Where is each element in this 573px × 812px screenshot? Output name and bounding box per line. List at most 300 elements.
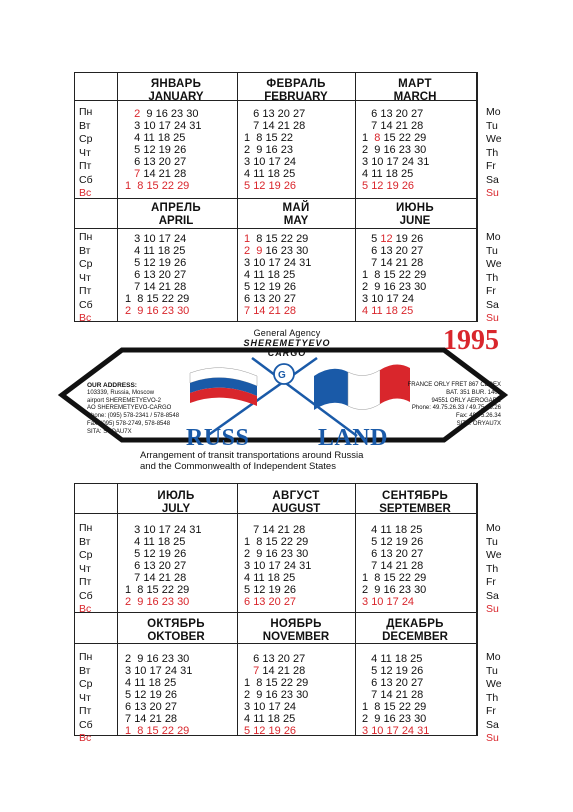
day-number: 7 [253, 524, 260, 536]
day-number: 15 [146, 180, 159, 192]
day-number: 17 [158, 233, 171, 245]
weekday-label: Sa [486, 589, 499, 602]
week-row [125, 584, 202, 596]
week-row [362, 665, 429, 677]
week-row [362, 281, 426, 293]
day-number: 16 [146, 305, 159, 317]
day-number: 15 [146, 725, 159, 737]
day-number: 25 [410, 653, 423, 665]
week-row [125, 689, 192, 701]
month-name-ru: АПРЕЛЬ [151, 202, 201, 214]
day-number: 9 [137, 596, 144, 608]
month-name-en: APRIL [158, 215, 194, 227]
day-number: 27 [173, 269, 187, 281]
day-number: 27 [410, 245, 424, 257]
day-number: 10 [371, 596, 384, 608]
month-header [237, 618, 355, 644]
month-name-ru: ФЕВРАЛЬ [266, 78, 326, 90]
day-number: 22 [280, 536, 293, 548]
weekday-label: Su [486, 603, 499, 615]
day-number: 8 [374, 269, 381, 281]
day-number: 9 [256, 548, 263, 560]
day-number: 4 [244, 269, 251, 281]
day-number: 27 [292, 108, 306, 120]
day-number: 31 [417, 156, 430, 168]
weekday-label: Сб [79, 298, 93, 311]
month-name-en: JUNE [399, 215, 431, 227]
day-number: 24 [401, 596, 415, 608]
month-name-en: JULY [161, 503, 191, 515]
weekday-label: We [486, 549, 502, 561]
week-row [125, 536, 202, 548]
weekday-label: Пн [79, 522, 93, 534]
day-number: 3 [362, 156, 369, 168]
day-number: 21 [277, 120, 290, 132]
day-number: 23 [280, 245, 293, 257]
day-number: 29 [414, 701, 427, 713]
weekday-label: Mo [486, 522, 501, 534]
day-number: 30 [177, 305, 190, 317]
day-number: 28 [410, 560, 424, 572]
day-number: 16 [383, 584, 396, 596]
day-number: 16 [383, 713, 396, 725]
month-days [362, 524, 426, 608]
week-row [125, 677, 192, 689]
day-number: 3 [244, 156, 251, 168]
day-number: 11 [380, 524, 392, 536]
day-number: 15 [383, 572, 396, 584]
weekday-column-ru [79, 522, 93, 617]
day-number: 26 [283, 180, 297, 192]
day-number: 19 [395, 665, 408, 677]
day-number: 1 [244, 132, 251, 144]
day-number: 3 [134, 524, 141, 536]
day-number: 19 [158, 144, 171, 156]
weekday-label: Fr [486, 576, 496, 588]
day-number: 11 [253, 572, 265, 584]
address-line: FRANCE ORLY FRET 867 CEDEX [407, 382, 501, 388]
day-number: 13 [380, 245, 393, 257]
day-number: 22 [161, 293, 174, 305]
day-number: 27 [410, 677, 424, 689]
day-number: 9 [374, 144, 381, 156]
month-header [237, 202, 355, 228]
day-number: 17 [268, 701, 281, 713]
day-number: 24 [173, 524, 187, 536]
day-number: 28 [410, 689, 424, 701]
day-number: 25 [173, 245, 186, 257]
day-number: 18 [267, 269, 280, 281]
day-number: 14 [262, 120, 275, 132]
weekday-label: Чт [79, 271, 91, 284]
day-number: 6 [134, 156, 141, 168]
day-number: 12 [371, 180, 384, 192]
day-number: 18 [394, 524, 408, 536]
day-number: 30 [296, 245, 309, 257]
weekday-label: Sa [486, 718, 499, 731]
day-number: 8 [374, 572, 381, 584]
month-days [244, 233, 311, 317]
day-number: 5 [134, 257, 141, 269]
day-number: 19 [268, 584, 281, 596]
weekday-label: Th [486, 146, 499, 159]
day-number: 12 [380, 665, 393, 677]
divider [117, 73, 118, 321]
day-number: 18 [267, 713, 280, 725]
day-number: 29 [414, 269, 427, 281]
day-number: 25 [173, 536, 186, 548]
day-number: 18 [394, 653, 408, 665]
day-number: 17 [386, 596, 399, 608]
divider [75, 612, 477, 613]
month-name-en: FEBRUARY [264, 91, 328, 103]
weekday-label: Пн [79, 106, 93, 118]
week-row [125, 120, 202, 132]
weekday-label: Su [486, 732, 499, 744]
divider [75, 228, 477, 229]
day-number: 29 [296, 536, 309, 548]
day-number: 30 [414, 281, 427, 293]
week-row [244, 108, 305, 120]
week-row [125, 245, 189, 257]
day-number: 30 [177, 596, 190, 608]
caption-line: Arrangement of transit transportations around Russia [140, 450, 364, 461]
week-row [362, 560, 426, 572]
week-row [244, 713, 308, 725]
day-number: 23 [398, 584, 411, 596]
weekday-label: Вт [79, 535, 91, 548]
day-number: 14 [262, 524, 275, 536]
week-row [362, 233, 426, 245]
day-number: 12 [143, 257, 156, 269]
address-line: Phone: 49.75.26.33 / 49.75.26.26 [411, 405, 501, 412]
month-name-ru: МАЙ [282, 202, 310, 214]
day-number: 27 [283, 293, 297, 305]
month-header [355, 618, 475, 644]
day-number: 19 [395, 536, 408, 548]
day-number: 13 [134, 701, 147, 713]
month-name-ru: ИЮЛЬ [157, 490, 195, 502]
month-name-ru: СЕНТЯБРЬ [381, 490, 449, 502]
day-number: 2 [362, 713, 369, 725]
week-row [244, 584, 311, 596]
agency-line: SHEREMETYEVO [243, 338, 331, 348]
day-number: 26 [173, 548, 187, 560]
day-number: 27 [410, 108, 424, 120]
day-number: 9 [374, 713, 381, 725]
day-number: 28 [164, 713, 178, 725]
weekday-label: Вс [79, 732, 92, 744]
weekday-label: Вт [79, 119, 91, 132]
day-number: 7 [244, 305, 251, 317]
day-number: 29 [177, 293, 190, 305]
day-number: 2 [362, 584, 369, 596]
week-row [244, 281, 311, 293]
month-name-en: NOVEMBER [262, 631, 330, 643]
month-header [355, 202, 475, 228]
day-number: 10 [143, 120, 156, 132]
day-number: 31 [299, 257, 312, 269]
day-number: 16 [265, 689, 278, 701]
day-number: 6 [371, 245, 378, 257]
day-number: 17 [149, 665, 162, 677]
weekday-label: Fr [486, 705, 496, 717]
month-days [125, 233, 189, 317]
weekday-label: Fr [486, 160, 496, 172]
day-number: 13 [380, 677, 393, 689]
day-number: 20 [158, 560, 171, 572]
day-number: 16 [265, 144, 278, 156]
day-number: 7 [371, 120, 378, 132]
week-row [125, 132, 202, 144]
day-number: 13 [143, 156, 156, 168]
day-number: 1 [244, 233, 251, 245]
day-number: 10 [143, 233, 156, 245]
day-number: 25 [400, 305, 414, 317]
day-number: 27 [292, 653, 306, 665]
day-number: 24 [283, 560, 297, 572]
day-number: 21 [277, 665, 290, 677]
day-number: 21 [395, 689, 408, 701]
day-number: 29 [296, 233, 309, 245]
weekday-column-en [486, 522, 502, 617]
day-number: 5 [244, 725, 251, 737]
weekday-label: Su [486, 187, 499, 199]
day-number: 4 [244, 168, 251, 180]
day-number: 19 [158, 548, 171, 560]
weekday-label: Чт [79, 691, 91, 704]
day-number: 13 [380, 108, 393, 120]
day-number: 4 [371, 653, 378, 665]
day-number: 28 [292, 524, 306, 536]
day-number: 2 [134, 108, 141, 120]
day-number: 20 [277, 108, 290, 120]
address-right [401, 382, 501, 429]
day-number: 14 [380, 689, 393, 701]
day-number: 2 [125, 653, 132, 665]
day-number: 8 [137, 584, 144, 596]
week-row [244, 305, 311, 317]
day-number: 20 [158, 156, 171, 168]
day-number: 11 [143, 245, 155, 257]
week-row [362, 245, 426, 257]
weekday-label: Пн [79, 231, 93, 243]
month-days [125, 653, 192, 737]
day-number: 25 [282, 168, 296, 180]
day-number: 16 [155, 108, 168, 120]
day-number: 21 [395, 560, 408, 572]
day-number: 17 [386, 725, 399, 737]
week-row [244, 653, 308, 665]
month-days [244, 653, 308, 737]
day-number: 20 [277, 653, 290, 665]
day-number: 2 [244, 689, 251, 701]
day-number: 24 [164, 665, 178, 677]
day-number: 8 [137, 725, 144, 737]
day-number: 18 [385, 305, 398, 317]
day-number: 7 [253, 665, 260, 677]
week-row [125, 108, 202, 120]
week-row [244, 572, 311, 584]
day-number: 22 [280, 233, 293, 245]
week-row [362, 689, 429, 701]
day-number: 28 [173, 281, 187, 293]
divider [476, 73, 477, 321]
day-number: 24 [401, 156, 415, 168]
weekday-label: Ср [79, 133, 93, 145]
brand-word-left: RUSS [186, 425, 250, 451]
day-number: 10 [253, 257, 266, 269]
day-number: 31 [180, 665, 193, 677]
day-number: 23 [161, 596, 174, 608]
divider [355, 484, 356, 735]
day-number: 6 [371, 677, 378, 689]
day-number: 11 [253, 269, 265, 281]
day-number: 4 [371, 524, 378, 536]
day-number: 1 [362, 701, 369, 713]
day-number: 17 [386, 293, 399, 305]
day-number: 31 [299, 560, 312, 572]
week-row [362, 305, 426, 317]
week-row [125, 156, 202, 168]
month-header [237, 490, 355, 516]
day-number: 28 [292, 665, 306, 677]
week-row [244, 548, 311, 560]
weekday-label: Mo [486, 106, 501, 118]
day-number: 9 [137, 653, 144, 665]
day-number: 3 [244, 257, 251, 269]
month-name-en: DECEMBER [382, 631, 448, 643]
month-name-en: MARCH [393, 91, 437, 103]
month-name-ru: ЯНВАРЬ [150, 78, 202, 90]
address-line: 103339, Russia, Moscow [87, 389, 155, 396]
day-number: 9 [137, 305, 144, 317]
day-number: 5 [244, 584, 251, 596]
day-number: 6 [134, 269, 141, 281]
day-number: 2 [244, 548, 251, 560]
day-number: 23 [280, 548, 293, 560]
weekday-label: Tu [486, 535, 498, 548]
year-title: 1995 [443, 325, 499, 356]
month-name-ru: НОЯБРЬ [270, 618, 322, 630]
day-number: 15 [265, 677, 278, 689]
month-header [237, 78, 355, 104]
day-number: 4 [134, 536, 141, 548]
weekday-label: Вс [79, 187, 92, 199]
day-number: 8 [256, 233, 263, 245]
day-number: 1 [125, 180, 132, 192]
agency-line: General Agency [253, 328, 321, 338]
weekday-label: We [486, 258, 502, 270]
month-days [125, 524, 202, 608]
day-number: 26 [410, 233, 424, 245]
address-line: BAT. 351 BUR. 1401 [446, 389, 501, 396]
day-number: 28 [410, 257, 424, 269]
day-number: 4 [125, 677, 132, 689]
weekday-column-en [486, 106, 502, 201]
day-number: 9 [256, 245, 263, 257]
day-number: 2 [244, 245, 251, 257]
day-number: 15 [265, 132, 278, 144]
day-number: 19 [386, 180, 399, 192]
day-number: 2 [125, 305, 132, 317]
day-number: 10 [371, 156, 384, 168]
day-number: 24 [401, 293, 415, 305]
week-row [244, 144, 305, 156]
weekday-label: Пт [79, 285, 92, 297]
day-number: 1 [244, 536, 251, 548]
day-number: 17 [386, 156, 399, 168]
day-number: 11 [134, 677, 146, 689]
day-number: 22 [398, 701, 411, 713]
day-number: 18 [267, 572, 280, 584]
week-row [362, 701, 429, 713]
weekday-column-ru [79, 231, 93, 326]
day-number: 26 [410, 665, 424, 677]
caption-line: and the Commonwealth of Independent States [140, 461, 336, 472]
day-number: 23 [280, 144, 293, 156]
day-number: 5 [134, 548, 141, 560]
day-number: 19 [149, 689, 162, 701]
divider [237, 73, 238, 321]
week-row [244, 677, 308, 689]
day-number: 13 [253, 293, 266, 305]
month-days [362, 108, 429, 192]
logo-glyph: G [278, 370, 286, 381]
divider [75, 198, 477, 199]
week-row [244, 233, 311, 245]
week-row [362, 293, 426, 305]
day-number: 9 [256, 689, 263, 701]
weekday-label: Ср [79, 678, 93, 690]
month-name-en: JANUARY [148, 91, 204, 103]
day-number: 22 [161, 725, 174, 737]
day-number: 4 [134, 132, 141, 144]
day-number: 5 [134, 144, 141, 156]
day-number: 24 [283, 156, 297, 168]
week-row [125, 305, 189, 317]
day-number: 19 [268, 180, 281, 192]
month-header [355, 78, 475, 104]
day-number: 6 [371, 108, 378, 120]
banner-caption [140, 450, 430, 472]
day-number: 25 [400, 168, 414, 180]
day-number: 12 [253, 584, 266, 596]
day-number: 12 [253, 281, 266, 293]
day-number: 18 [148, 677, 161, 689]
day-number: 5 [371, 665, 378, 677]
day-number: 5 [125, 689, 132, 701]
day-number: 4 [134, 245, 141, 257]
day-number: 15 [265, 536, 278, 548]
week-row [244, 269, 311, 281]
day-number: 13 [143, 269, 156, 281]
day-number: 3 [362, 725, 369, 737]
week-row [125, 653, 192, 665]
day-number: 10 [143, 524, 156, 536]
day-number: 4 [362, 168, 369, 180]
address-line: AO SHEREMETYEVO-CARGO [87, 405, 172, 412]
month-name-en: SEPTEMBER [379, 503, 451, 515]
day-number: 20 [268, 293, 281, 305]
day-number: 3 [134, 120, 141, 132]
day-number: 28 [283, 305, 297, 317]
week-row [244, 293, 311, 305]
week-row [244, 245, 311, 257]
day-number: 22 [398, 572, 411, 584]
day-number: 2 [362, 144, 369, 156]
day-number: 31 [189, 120, 202, 132]
